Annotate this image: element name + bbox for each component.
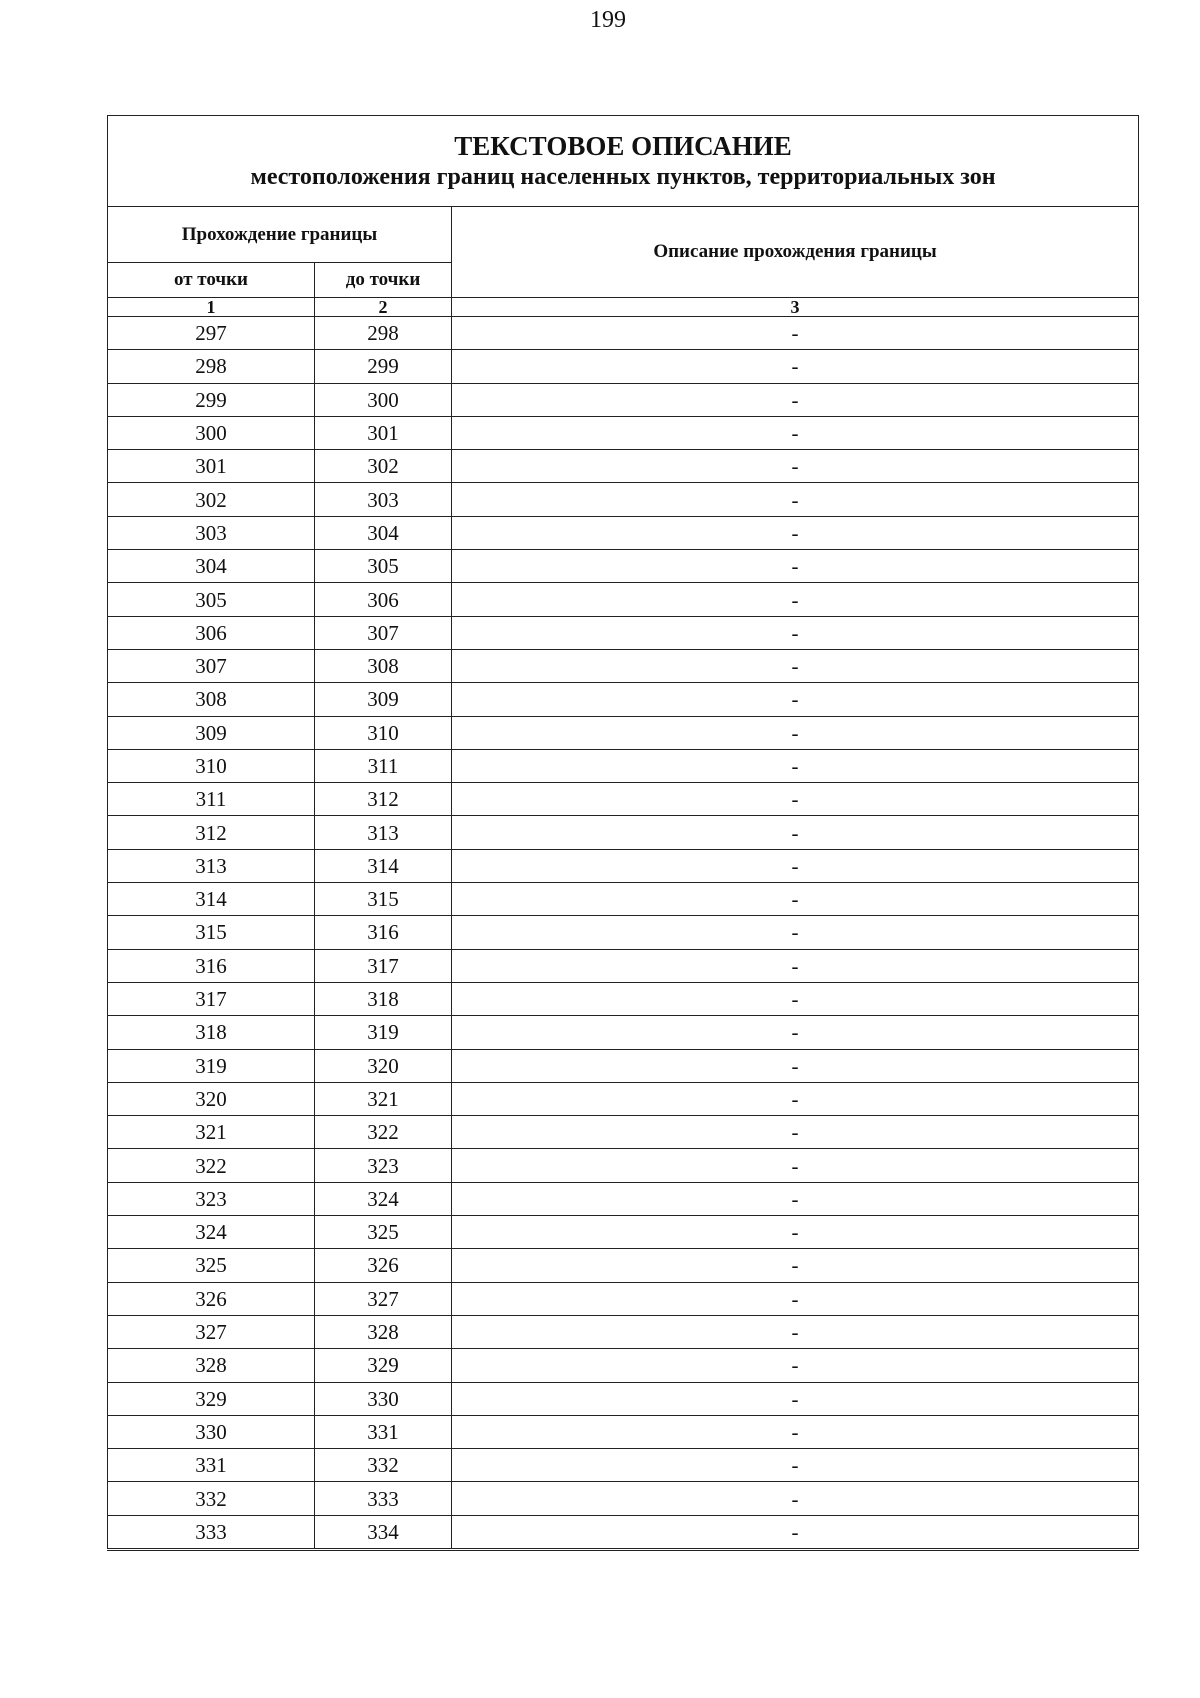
table-row	[108, 1216, 1139, 1249]
description-cell: -	[452, 1349, 1139, 1382]
table-row	[108, 1349, 1139, 1382]
header-row-top	[108, 207, 1139, 263]
to-point-cell: 322	[315, 1116, 452, 1149]
description-cell: -	[452, 916, 1139, 949]
to-point-cell: 302	[315, 450, 452, 483]
to-point-cell: 328	[315, 1315, 452, 1348]
description-cell: -	[452, 716, 1139, 749]
table-row	[108, 1482, 1139, 1515]
table-header	[108, 116, 1139, 317]
table-row	[108, 616, 1139, 649]
header-from-point: от точки	[108, 263, 315, 298]
to-point-cell: 321	[315, 1082, 452, 1115]
table-row	[108, 1049, 1139, 1082]
to-point-cell: 308	[315, 649, 452, 682]
description-cell: -	[452, 649, 1139, 682]
from-point-cell: 306	[108, 616, 315, 649]
table-body	[108, 317, 1139, 1550]
from-point-cell: 326	[108, 1282, 315, 1315]
to-point-cell: 334	[315, 1515, 452, 1549]
to-point-cell: 324	[315, 1182, 452, 1215]
from-point-cell: 319	[108, 1049, 315, 1082]
to-point-cell: 319	[315, 1016, 452, 1049]
to-point-cell: 315	[315, 883, 452, 916]
table-row	[108, 1415, 1139, 1448]
table-row	[108, 317, 1139, 350]
from-point-cell: 323	[108, 1182, 315, 1215]
from-point-cell: 318	[108, 1016, 315, 1049]
to-point-cell: 327	[315, 1282, 452, 1315]
from-point-cell: 316	[108, 949, 315, 982]
table-row	[108, 1282, 1139, 1315]
to-point-cell: 312	[315, 783, 452, 816]
description-cell: -	[452, 816, 1139, 849]
from-point-cell: 330	[108, 1415, 315, 1448]
to-point-cell: 299	[315, 350, 452, 383]
from-point-cell: 324	[108, 1216, 315, 1249]
description-cell: -	[452, 416, 1139, 449]
table-row	[108, 849, 1139, 882]
from-point-cell: 314	[108, 883, 315, 916]
from-point-cell: 332	[108, 1482, 315, 1515]
description-cell: -	[452, 1216, 1139, 1249]
from-point-cell: 329	[108, 1382, 315, 1415]
from-point-cell: 322	[108, 1149, 315, 1182]
to-point-cell: 318	[315, 982, 452, 1015]
to-point-cell: 323	[315, 1149, 452, 1182]
from-point-cell: 307	[108, 649, 315, 682]
description-cell: -	[452, 317, 1139, 350]
boundary-description-table	[107, 115, 1139, 1551]
column-number-2: 2	[315, 298, 452, 317]
table-row	[108, 1182, 1139, 1215]
header-to-point: до точки	[315, 263, 452, 298]
to-point-cell: 313	[315, 816, 452, 849]
to-point-cell: 325	[315, 1216, 452, 1249]
title-main: ТЕКСТОВОЕ ОПИСАНИЕ	[454, 131, 792, 162]
from-point-cell: 320	[108, 1082, 315, 1115]
description-cell: -	[452, 783, 1139, 816]
table-row	[108, 816, 1139, 849]
column-number-3: 3	[452, 298, 1139, 317]
to-point-cell: 330	[315, 1382, 452, 1415]
table-row	[108, 683, 1139, 716]
to-point-cell: 317	[315, 949, 452, 982]
column-number-1: 1	[108, 298, 315, 317]
table-row	[108, 1315, 1139, 1348]
from-point-cell: 300	[108, 416, 315, 449]
table-row	[108, 949, 1139, 982]
to-point-cell: 331	[315, 1415, 452, 1448]
from-point-cell: 315	[108, 916, 315, 949]
to-point-cell: 314	[315, 849, 452, 882]
description-cell: -	[452, 1382, 1139, 1415]
column-number-row	[108, 298, 1139, 317]
description-cell: -	[452, 1116, 1139, 1149]
from-point-cell: 331	[108, 1449, 315, 1482]
description-cell: -	[452, 1149, 1139, 1182]
description-cell: -	[452, 1315, 1139, 1348]
from-point-cell: 321	[108, 1116, 315, 1149]
description-cell: -	[452, 1482, 1139, 1515]
to-point-cell: 298	[315, 317, 452, 350]
from-point-cell: 309	[108, 716, 315, 749]
to-point-cell: 310	[315, 716, 452, 749]
header-description: Описание прохождения границы	[452, 207, 1139, 298]
table-row	[108, 1449, 1139, 1482]
table-row	[108, 649, 1139, 682]
table-row	[108, 783, 1139, 816]
table-row	[108, 450, 1139, 483]
page-number: 199	[590, 7, 626, 33]
table-row	[108, 1515, 1139, 1549]
from-point-cell: 303	[108, 516, 315, 549]
table-row	[108, 1016, 1139, 1049]
table-row	[108, 716, 1139, 749]
from-point-cell: 302	[108, 483, 315, 516]
description-cell: -	[452, 849, 1139, 882]
table-row	[108, 916, 1139, 949]
table-row	[108, 883, 1139, 916]
table-row	[108, 416, 1139, 449]
to-point-cell: 326	[315, 1249, 452, 1282]
to-point-cell: 304	[315, 516, 452, 549]
description-cell: -	[452, 616, 1139, 649]
table-row	[108, 1382, 1139, 1415]
table-row	[108, 516, 1139, 549]
table-row	[108, 350, 1139, 383]
description-cell: -	[452, 1515, 1139, 1549]
from-point-cell: 327	[108, 1315, 315, 1348]
description-cell: -	[452, 749, 1139, 782]
title-subtitle: местоположения границ населенных пунктов, территориальных зон	[250, 163, 996, 190]
description-cell: -	[452, 1016, 1139, 1049]
description-cell: -	[452, 450, 1139, 483]
from-point-cell: 304	[108, 550, 315, 583]
description-cell: -	[452, 1082, 1139, 1115]
description-cell: -	[452, 1049, 1139, 1082]
from-point-cell: 325	[108, 1249, 315, 1282]
to-point-cell: 303	[315, 483, 452, 516]
from-point-cell: 312	[108, 816, 315, 849]
table-row	[108, 583, 1139, 616]
description-cell: -	[452, 516, 1139, 549]
from-point-cell: 298	[108, 350, 315, 383]
description-cell: -	[452, 483, 1139, 516]
to-point-cell: 332	[315, 1449, 452, 1482]
from-point-cell: 310	[108, 749, 315, 782]
to-point-cell: 306	[315, 583, 452, 616]
table-row	[108, 383, 1139, 416]
header-passage: Прохождение границы	[108, 207, 452, 263]
to-point-cell: 311	[315, 749, 452, 782]
description-cell: -	[452, 683, 1139, 716]
from-point-cell: 313	[108, 849, 315, 882]
table-row	[108, 1249, 1139, 1282]
to-point-cell: 333	[315, 1482, 452, 1515]
from-point-cell: 308	[108, 683, 315, 716]
description-cell: -	[452, 949, 1139, 982]
description-cell: -	[452, 383, 1139, 416]
to-point-cell: 307	[315, 616, 452, 649]
to-point-cell: 329	[315, 1349, 452, 1382]
to-point-cell: 305	[315, 550, 452, 583]
from-point-cell: 301	[108, 450, 315, 483]
table-row	[108, 1116, 1139, 1149]
to-point-cell: 320	[315, 1049, 452, 1082]
table-row	[108, 982, 1139, 1015]
from-point-cell: 333	[108, 1515, 315, 1549]
table-row	[108, 550, 1139, 583]
table-row	[108, 1082, 1139, 1115]
description-cell: -	[452, 583, 1139, 616]
description-cell: -	[452, 1415, 1139, 1448]
from-point-cell: 305	[108, 583, 315, 616]
description-cell: -	[452, 550, 1139, 583]
document-title	[108, 116, 1139, 207]
description-cell: -	[452, 1182, 1139, 1215]
description-cell: -	[452, 350, 1139, 383]
table-row	[108, 749, 1139, 782]
from-point-cell: 317	[108, 982, 315, 1015]
description-cell: -	[452, 883, 1139, 916]
description-cell: -	[452, 1249, 1139, 1282]
from-point-cell: 311	[108, 783, 315, 816]
to-point-cell: 316	[315, 916, 452, 949]
from-point-cell: 297	[108, 317, 315, 350]
to-point-cell: 300	[315, 383, 452, 416]
description-cell: -	[452, 982, 1139, 1015]
to-point-cell: 301	[315, 416, 452, 449]
table-row	[108, 483, 1139, 516]
title-row	[108, 116, 1139, 207]
description-cell: -	[452, 1449, 1139, 1482]
description-cell: -	[452, 1282, 1139, 1315]
from-point-cell: 328	[108, 1349, 315, 1382]
to-point-cell: 309	[315, 683, 452, 716]
table-row	[108, 1149, 1139, 1182]
from-point-cell: 299	[108, 383, 315, 416]
